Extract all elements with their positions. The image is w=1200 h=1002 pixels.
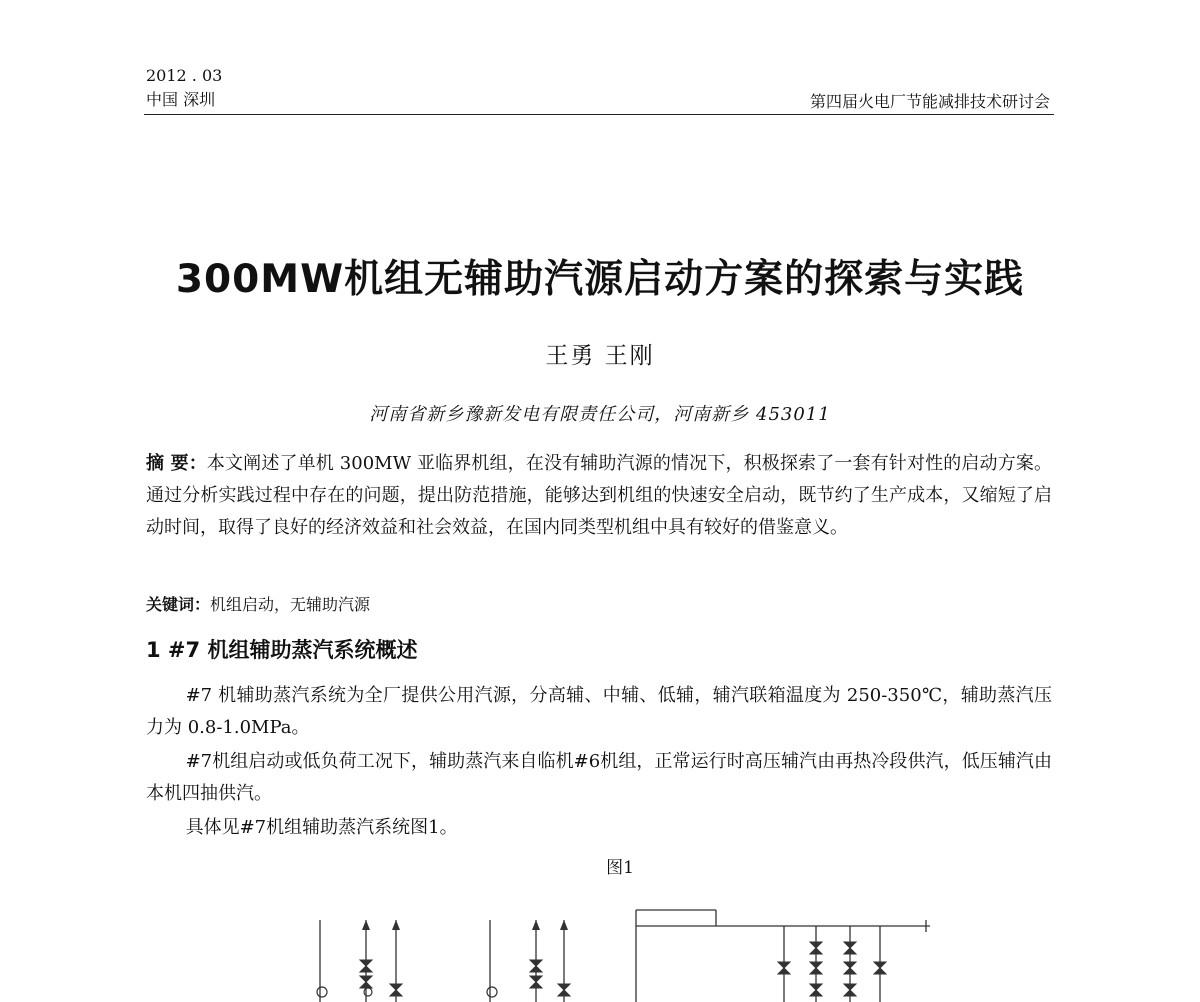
- paper-authors: 王勇 王刚: [545, 343, 655, 369]
- figure-caption: 图1: [606, 858, 634, 878]
- header-date: 2012 . 03: [146, 66, 223, 85]
- header-location: 中国 深圳: [146, 90, 216, 109]
- section-paragraph: 具体见#7机组辅助蒸汽系统图1。: [185, 817, 458, 838]
- keywords-label: 关键词：: [146, 595, 211, 614]
- steam-system-diagram: [140, 880, 1060, 1002]
- section-heading: 1 #7 机组辅助蒸汽系统概述: [146, 638, 418, 662]
- section-paragraph: #7机组启动或低负荷工况下，辅助蒸汽来自临机#6机组，正常运行时高压辅汽由再热冷段供汽，低压辅汽由本机四抽供汽。: [146, 751, 1052, 804]
- keywords: [146, 592, 370, 618]
- abstract-label: 摘 要：: [146, 453, 207, 474]
- keywords-text: 机组启动，无辅助汽源: [210, 595, 371, 614]
- section-paragraph: #7 机辅助蒸汽系统为全厂提供公用汽源，分高辅、中辅、低辅，辅汽联箱温度为 250-350℃，辅助蒸汽压力为 0.8-1.0MPa。: [146, 685, 1052, 738]
- paper-affiliation: 河南省新乡豫新发电有限责任公司，河南新乡 453011: [369, 404, 831, 425]
- abstract: [146, 448, 1052, 544]
- abstract-text: 本文阐述了单机 300MW 亚临界机组，在没有辅助汽源的情况下，积极探索了一套有针对性的启动方案。通过分析实践过程中存在的问题，提出防范措施，能够达到机组的快速安全启动，既节约了生产成本，又缩短了启动时间，取得了良好的经济效益和社会效益，在国内同类型机组中具有较好的借鉴意义。: [146, 453, 1052, 538]
- header-rule: [144, 114, 1054, 115]
- header-conference: 第四届火电厂节能减排技术研讨会: [809, 92, 1050, 111]
- paper-title: 300MW机组无辅助汽源启动方案的探索与实践: [175, 257, 1025, 302]
